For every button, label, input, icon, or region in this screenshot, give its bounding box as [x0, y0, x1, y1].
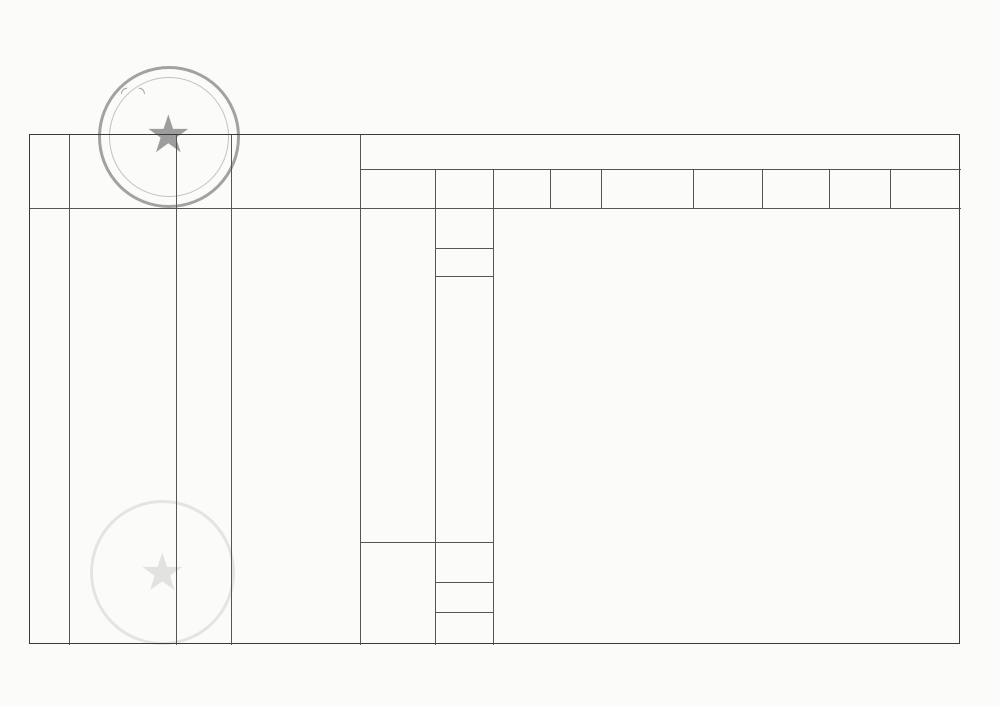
faded-seal-star-icon: ★ — [139, 543, 186, 603]
header-measure-unit — [763, 170, 830, 209]
seal-arc-mark: ◜ ◝ — [121, 83, 148, 102]
level1-benefit-cell — [361, 543, 436, 645]
header-value-content — [602, 170, 694, 209]
header-indicators — [361, 135, 961, 170]
header-scoring — [694, 170, 763, 209]
level2-ecology-cell — [436, 613, 494, 645]
seal-star-icon: ★ — [145, 105, 192, 165]
level2-social-cell — [436, 583, 494, 613]
unit-code-cell — [30, 209, 70, 645]
header-level1 — [361, 170, 436, 209]
goal-cell — [232, 209, 361, 645]
header-value-type — [830, 170, 891, 209]
performance-goal-table — [29, 134, 960, 644]
header-total-funds — [177, 135, 232, 209]
level2-time-cell — [436, 249, 494, 277]
header-value — [551, 170, 602, 209]
total-funds-cell — [177, 209, 232, 645]
header-level3 — [494, 170, 551, 209]
level1-output-cell — [361, 209, 436, 543]
header-remark — [891, 170, 961, 209]
header-level2 — [436, 170, 494, 209]
level2-quantity-cell — [436, 277, 494, 543]
header-unit-name — [70, 135, 177, 209]
level2-quality-cell — [436, 209, 494, 249]
level2-economic-cell — [436, 543, 494, 583]
unit-name-cell — [70, 209, 177, 645]
header-goal — [232, 135, 361, 209]
header-unit-code — [30, 135, 70, 209]
